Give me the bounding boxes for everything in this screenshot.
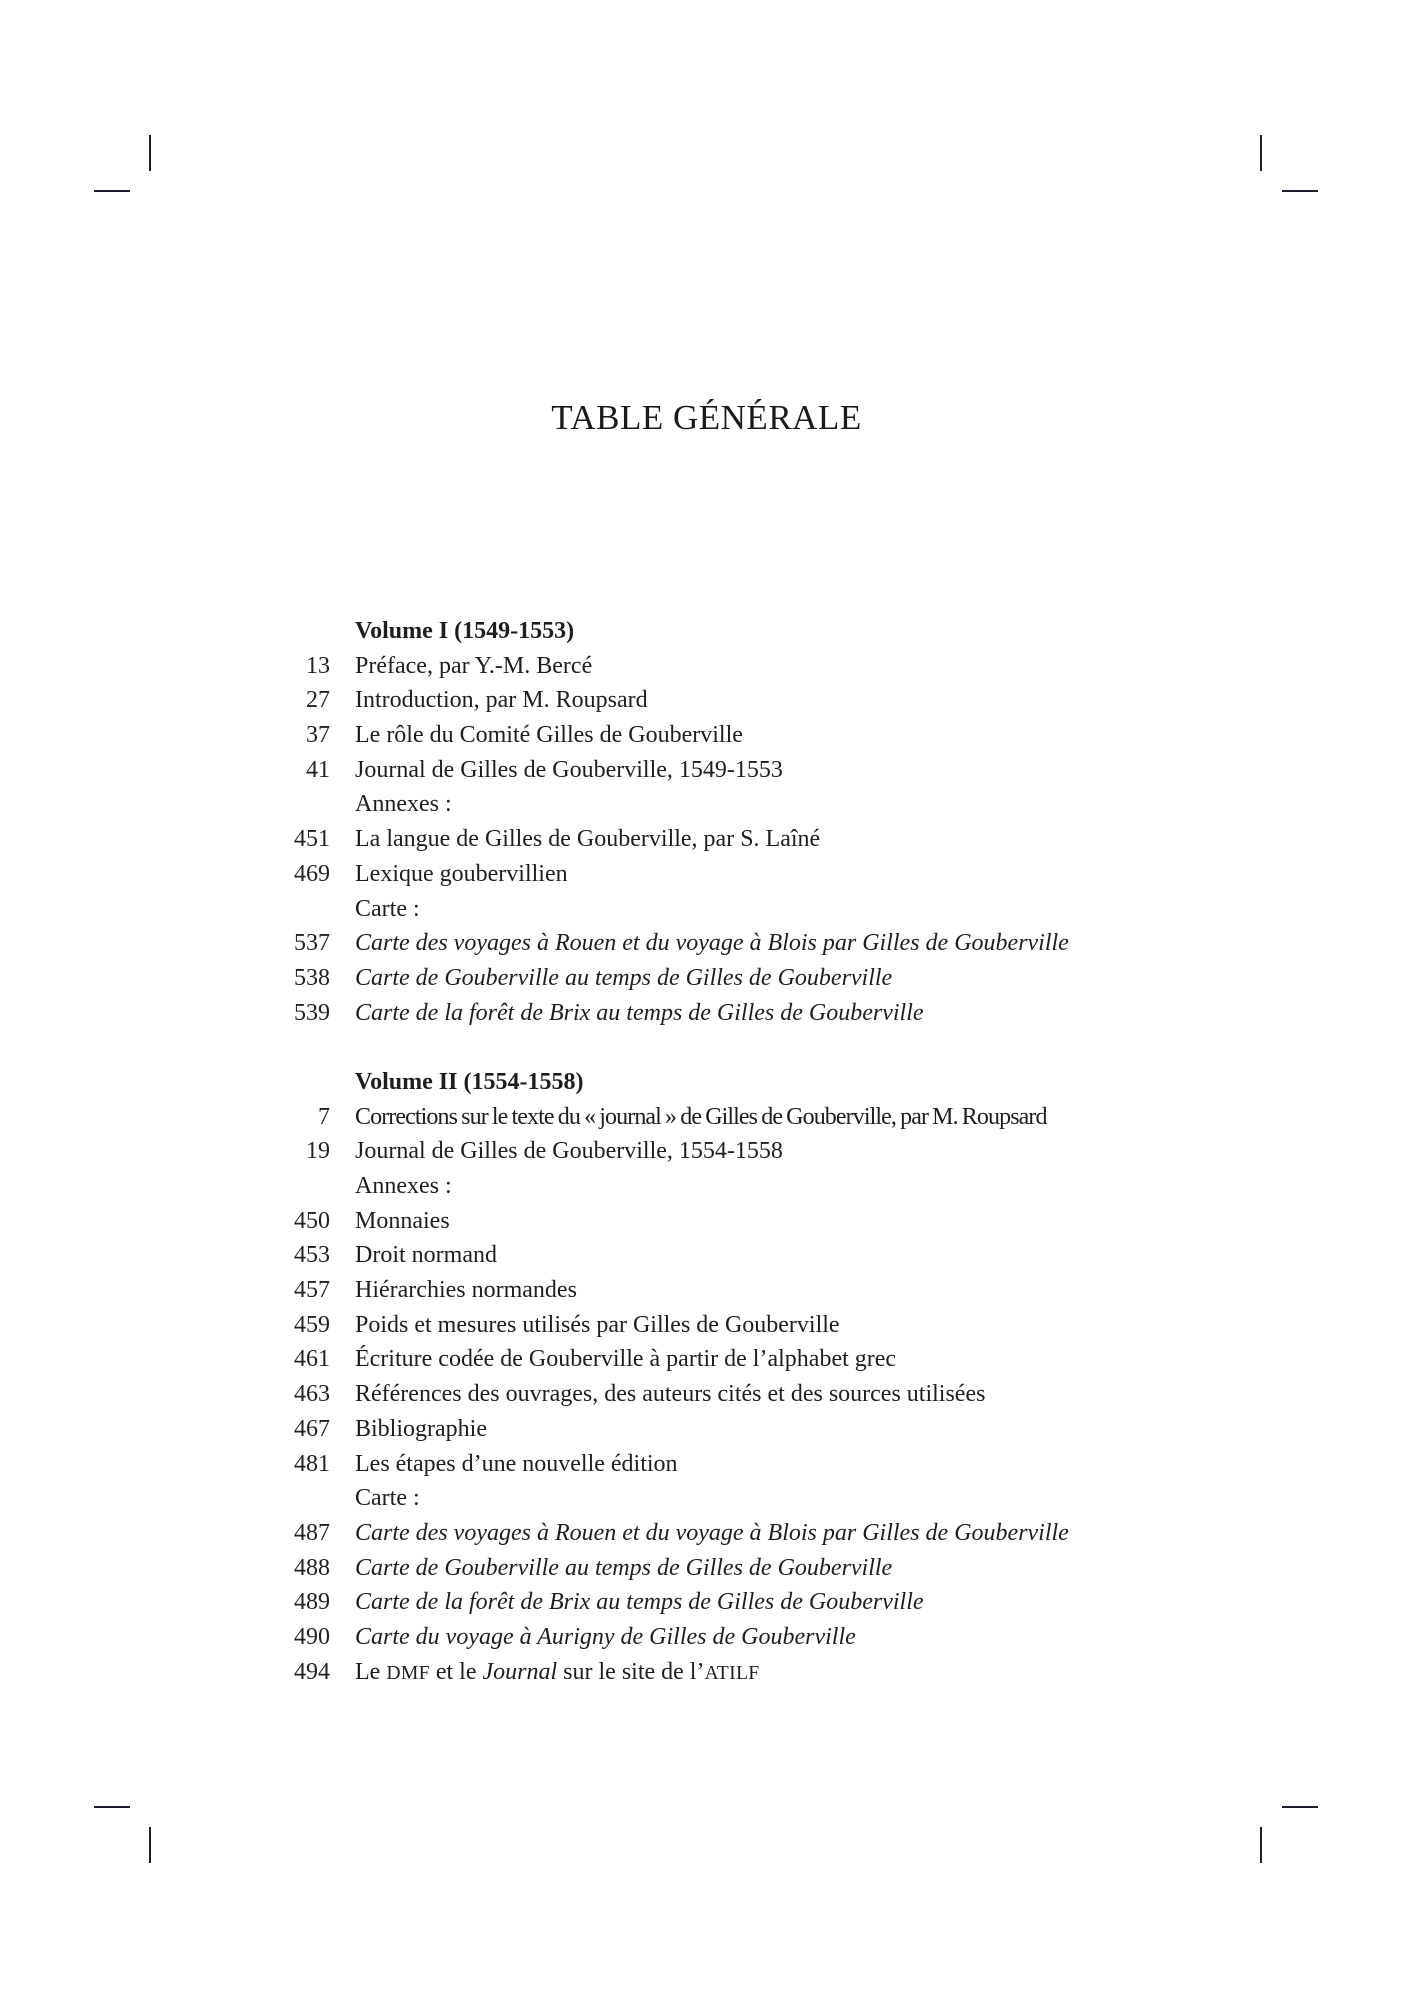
crop-mark-bottom-left-horizontal <box>94 1806 130 1808</box>
entry-title: Carte de Gouberville au temps de Gilles de Gouberville <box>355 964 893 991</box>
toc-entry <box>0 718 1413 753</box>
toc-entry <box>0 1342 1413 1377</box>
entry-text-part: Le <box>355 1658 387 1685</box>
toc-entry <box>0 1377 1413 1412</box>
toc-entry <box>0 1412 1413 1447</box>
entry-title: Carte du voyage à Aurigny de Gilles de Gouberville <box>355 1623 856 1650</box>
toc-entry <box>0 961 1413 996</box>
page-number: 537 <box>294 930 330 957</box>
entry-title: Carte : <box>355 895 420 922</box>
entry-title: Lexique goubervillien <box>355 860 568 887</box>
toc-entry <box>0 649 1413 684</box>
entry-text-part: sur le site de l’ <box>557 1658 705 1685</box>
page-number: 461 <box>294 1346 330 1373</box>
toc-entry <box>0 1204 1413 1239</box>
entry-title: Carte : <box>355 1485 420 1512</box>
entry-title: Références des ouvrages, des auteurs cités et des sources utilisées <box>355 1381 986 1408</box>
entry-title: La langue de Gilles de Gouberville, par S. Laîné <box>355 826 821 853</box>
page-number: 27 <box>306 687 330 714</box>
entry-title: Bibliographie <box>355 1415 487 1442</box>
volume-1-entries <box>0 649 1413 1031</box>
page-number: 463 <box>294 1381 330 1408</box>
page-number: 489 <box>294 1589 330 1616</box>
entry-title: Journal de Gilles de Gouberville, 1554-1558 <box>355 1138 783 1165</box>
page-number: 7 <box>318 1103 330 1130</box>
entry-text-part: et le <box>429 1658 483 1685</box>
toc-subheading <box>0 787 1413 822</box>
toc-entry <box>0 1134 1413 1169</box>
page-title: TABLE GÉNÉRALE <box>551 398 862 437</box>
acronym-dmf: DMF <box>386 1661 430 1684</box>
toc-entry <box>0 753 1413 788</box>
page-number: 467 <box>294 1415 330 1442</box>
entry-title: Carte de Gouberville au temps de Gilles de Gouberville <box>355 1554 893 1581</box>
acronym-atilf: ATILF <box>704 1661 760 1684</box>
entry-title: Carte de la forêt de Brix au temps de Gilles de Gouberville <box>355 1589 924 1616</box>
entry-title: Monnaies <box>355 1207 450 1234</box>
entry-title: Journal de Gilles de Gouberville, 1549-1553 <box>355 756 783 783</box>
crop-mark-bottom-right-vertical <box>1260 1827 1262 1863</box>
toc-entry <box>0 1100 1413 1135</box>
page-number: 494 <box>294 1658 330 1685</box>
entry-title: Droit normand <box>355 1242 497 1269</box>
toc-entry <box>0 926 1413 961</box>
crop-mark-top-left-vertical <box>149 135 151 171</box>
table-of-contents <box>0 614 1413 1689</box>
volume-heading <box>0 1065 1413 1100</box>
page-number: 19 <box>306 1138 330 1165</box>
toc-entry <box>0 857 1413 892</box>
page-number: 453 <box>294 1242 330 1269</box>
page-number: 451 <box>294 826 330 853</box>
toc-subheading <box>0 1169 1413 1204</box>
entry-title: Hiérarchies normandes <box>355 1277 577 1304</box>
volume-2-entries <box>0 1100 1413 1655</box>
toc-entry <box>0 1273 1413 1308</box>
entry-title: Le rôle du Comité Gilles de Gouberville <box>355 722 743 749</box>
journal-italic: Journal <box>482 1658 558 1685</box>
entry-title <box>355 1655 760 1691</box>
toc-entry <box>0 1447 1413 1482</box>
toc-entry <box>0 1655 1413 1690</box>
entry-title: Préface, par Y.-M. Bercé <box>355 652 593 679</box>
toc-entry <box>0 683 1413 718</box>
entry-title: Annexes : <box>355 1173 452 1199</box>
crop-mark-bottom-right-horizontal <box>1282 1806 1318 1808</box>
toc-subheading <box>0 1481 1413 1516</box>
volume-title: Volume II (1554-1558) <box>355 1068 584 1095</box>
page-number: 490 <box>294 1623 330 1650</box>
toc-entry <box>0 1308 1413 1343</box>
volume-1-section <box>0 614 1413 1030</box>
toc-entry <box>0 996 1413 1031</box>
toc-entry <box>0 1516 1413 1551</box>
toc-entry <box>0 1585 1413 1620</box>
crop-mark-top-left-horizontal <box>94 190 130 192</box>
page-number: 37 <box>306 722 330 749</box>
page-number: 481 <box>294 1450 330 1477</box>
toc-entry <box>0 1551 1413 1586</box>
entry-title: Corrections sur le texte du « journal » de Gilles de Gouberville, par M. Roupsard <box>355 1103 1047 1130</box>
page-number: 538 <box>294 964 330 991</box>
page-number: 41 <box>306 756 330 783</box>
page-number: 488 <box>294 1554 330 1581</box>
entry-title: Carte des voyages à Rouen et du voyage à Blois par Gilles de Gouberville <box>355 930 1069 957</box>
page-number: 487 <box>294 1519 330 1546</box>
toc-entry <box>0 822 1413 857</box>
toc-entry <box>0 1238 1413 1273</box>
page-number: 450 <box>294 1207 330 1234</box>
volume-2-section <box>0 1065 1413 1689</box>
crop-mark-top-right-vertical <box>1260 135 1262 171</box>
page-number: 457 <box>294 1277 330 1304</box>
toc-subheading <box>0 892 1413 927</box>
entry-title: Introduction, par M. Roupsard <box>355 687 648 714</box>
entry-title: Carte des voyages à Rouen et du voyage à Blois par Gilles de Gouberville <box>355 1519 1069 1546</box>
crop-mark-top-right-horizontal <box>1282 190 1318 192</box>
page-number: 469 <box>294 860 330 887</box>
entry-title: Carte de la forêt de Brix au temps de Gilles de Gouberville <box>355 999 924 1026</box>
volume-heading <box>0 614 1413 649</box>
crop-mark-bottom-left-vertical <box>149 1827 151 1863</box>
toc-entry <box>0 1620 1413 1655</box>
entry-title: Écriture codée de Gouberville à partir de l’alphabet grec <box>355 1346 897 1373</box>
entry-title: Les étapes d’une nouvelle édition <box>355 1450 678 1477</box>
entry-title: Annexes : <box>355 791 452 818</box>
entry-title: Poids et mesures utilisés par Gilles de Gouberville <box>355 1311 840 1338</box>
page-number: 459 <box>294 1311 330 1338</box>
page-number: 539 <box>294 999 330 1026</box>
page-number: 13 <box>306 652 330 679</box>
volume-title: Volume I (1549-1553) <box>355 618 575 644</box>
